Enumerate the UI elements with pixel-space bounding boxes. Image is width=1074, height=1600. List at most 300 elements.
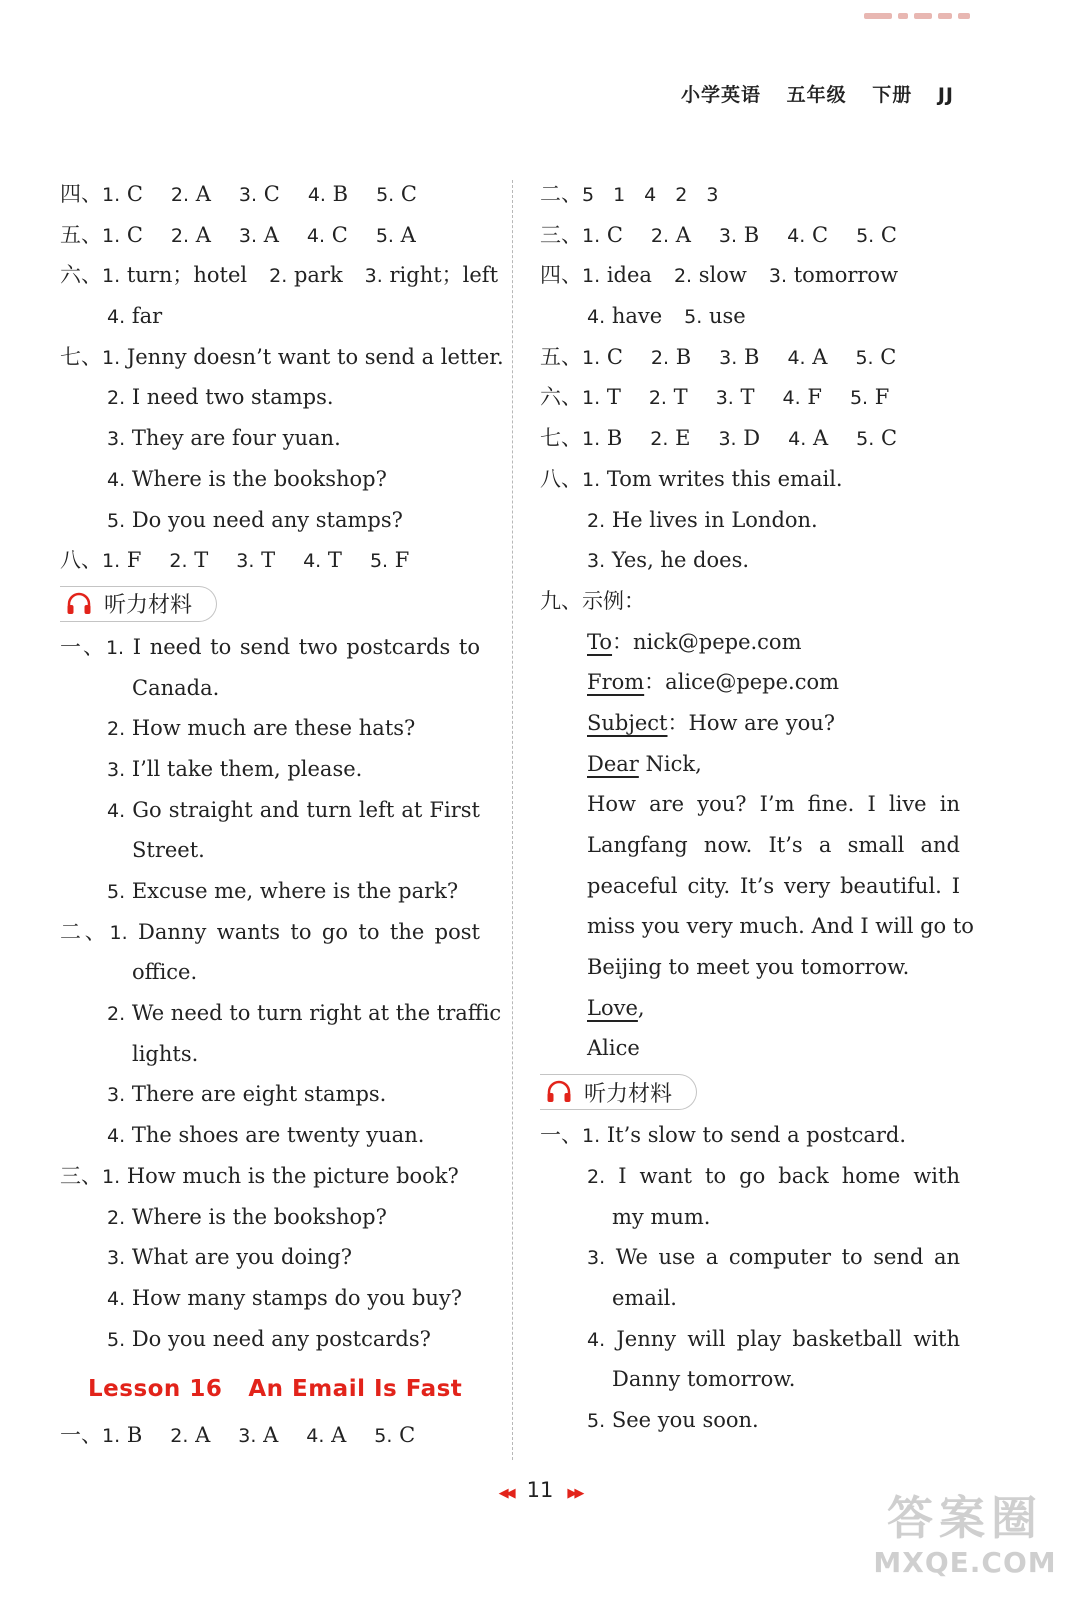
item-answer: slow xyxy=(698,263,747,288)
answer-item xyxy=(650,426,690,450)
listening-heading xyxy=(540,1069,960,1115)
answer-row-s6 xyxy=(60,255,499,296)
transcript-l1-4b xyxy=(60,830,480,871)
item-number: 1. xyxy=(582,428,601,451)
answer-item xyxy=(306,1423,346,1447)
section-label: 七、 xyxy=(60,344,102,369)
item-answer: T xyxy=(194,548,209,573)
answer-item xyxy=(856,223,897,247)
answer-item xyxy=(850,385,889,409)
item-text: We need to turn right at the traffic xyxy=(131,1001,502,1026)
item-answer: C xyxy=(880,344,897,369)
page-header xyxy=(663,80,954,107)
answer-item xyxy=(719,223,759,247)
listening-badge xyxy=(540,1074,697,1110)
answer-item xyxy=(365,263,498,287)
section-label: 二、 xyxy=(540,182,582,206)
item-text: There are eight stamps. xyxy=(131,1082,387,1107)
section-label: 一、 xyxy=(540,1123,582,1148)
item-number: 4. xyxy=(587,1328,606,1351)
item-text: my mum. xyxy=(612,1204,711,1229)
item-number: 2. xyxy=(169,550,188,573)
transcript-l2-2b xyxy=(60,1034,480,1075)
mc-items xyxy=(102,1423,415,1447)
item-answer: A xyxy=(195,222,211,247)
item-number: 2. xyxy=(107,1003,126,1026)
item-text: Go straight and turn left at First xyxy=(132,797,480,822)
section-label: 四、 xyxy=(540,263,582,288)
item-answer: A xyxy=(675,222,691,247)
transcript-l2-3 xyxy=(60,1074,480,1115)
item-number: 1. xyxy=(582,1125,601,1148)
item-answer: have xyxy=(611,304,663,329)
right-column xyxy=(540,174,974,1441)
item-answer: A xyxy=(263,1423,279,1448)
header-grade: 五年级 xyxy=(786,84,847,106)
item-text: office. xyxy=(132,960,198,985)
word-items xyxy=(582,263,898,287)
item-number: 3. xyxy=(587,1247,606,1270)
item-answer: far xyxy=(131,304,163,329)
answer-item xyxy=(719,345,759,369)
item-answer: C xyxy=(606,344,623,369)
transcript-l1-3 xyxy=(60,749,480,790)
item-number: 1. xyxy=(582,346,601,369)
word-items xyxy=(102,263,498,287)
email-field-value: ：How are you? xyxy=(667,710,836,735)
item-number: 3. xyxy=(364,265,383,288)
email-closing xyxy=(540,988,960,1029)
item-number: 2. xyxy=(170,1425,189,1448)
email-field-label: Subject xyxy=(587,710,668,735)
item-answer: C xyxy=(263,182,280,206)
email-greeting-label: Dear xyxy=(587,751,639,776)
answer-item xyxy=(649,385,688,409)
word-items xyxy=(587,304,746,328)
item-number: 1. xyxy=(102,346,121,369)
transcript-r1-4b xyxy=(540,1359,960,1400)
item-text: Jenny will play basketball with xyxy=(616,1326,960,1351)
item-text: Excuse me, where is the park? xyxy=(131,879,459,903)
item-answer: C xyxy=(126,182,143,206)
answer-row-r5 xyxy=(540,337,960,378)
transcript-l2-1b xyxy=(60,952,480,993)
transcript-r1-3b xyxy=(540,1278,960,1319)
item-number: 3. xyxy=(238,184,258,206)
item-number: 1. xyxy=(582,468,601,491)
item-answer: C xyxy=(606,222,623,247)
item-number: 5. xyxy=(375,224,394,247)
item-number: 1. xyxy=(102,550,121,573)
transcript-l3-5 xyxy=(60,1319,480,1360)
item-text: How many stamps do you buy? xyxy=(131,1285,463,1310)
item-text: Where is the bookshop? xyxy=(131,1204,387,1229)
item-number: 2. xyxy=(170,184,190,206)
answer-item xyxy=(102,223,143,247)
section-label: 六、 xyxy=(540,385,582,410)
watermark-url: MXQE.COM xyxy=(873,1546,1057,1579)
transcript-l1-1b xyxy=(60,668,480,709)
item-number: 4. xyxy=(107,306,126,329)
transcript-l3-2 xyxy=(60,1197,480,1238)
item-number: 3. xyxy=(107,428,126,451)
item-number: 2. xyxy=(648,387,667,410)
mc-items xyxy=(582,223,897,247)
item-answer: idea xyxy=(606,263,652,288)
item-text: Do you need any postcards? xyxy=(131,1326,431,1351)
section-label: 二、 xyxy=(60,919,110,944)
section-label: 一、 xyxy=(60,1423,102,1448)
item-number: 1. xyxy=(102,184,121,206)
column-divider xyxy=(512,180,513,1460)
item-answer: T xyxy=(606,385,621,410)
listening-heading xyxy=(60,581,480,627)
email-subject xyxy=(540,703,960,744)
answer-item xyxy=(787,223,828,247)
answer-row-s4 xyxy=(60,174,480,215)
item-number: 2. xyxy=(650,224,670,247)
item-answer: A xyxy=(812,426,829,451)
mc-items xyxy=(582,345,896,369)
section-label: 三、 xyxy=(540,222,582,247)
answer-item xyxy=(582,345,623,369)
item-number: 1. xyxy=(102,265,121,288)
item-number: 3. xyxy=(719,346,738,369)
answer-item xyxy=(716,385,755,409)
answer-item xyxy=(236,548,275,572)
item-number: 5. xyxy=(587,1409,606,1432)
item-number: 2. xyxy=(107,718,126,741)
answer-item xyxy=(303,548,342,572)
section-label: 九、 xyxy=(540,588,582,613)
item-number: 5. xyxy=(376,184,395,206)
transcript-l3-4 xyxy=(60,1278,480,1319)
item-text: Danny tomorrow. xyxy=(612,1367,796,1392)
item-answer: T xyxy=(740,385,755,410)
mc-items xyxy=(102,182,417,206)
headphone-icon xyxy=(546,1080,572,1104)
section-label: 七、 xyxy=(540,426,582,451)
email-signature: Alice xyxy=(587,1036,640,1061)
item-answer: Where is the bookshop? xyxy=(131,466,387,491)
section-label: 六、 xyxy=(60,263,102,288)
item-answer: F xyxy=(807,385,822,410)
section-label: 一、 xyxy=(60,634,106,659)
item-number: 3. xyxy=(107,1084,126,1107)
item-number: 5. xyxy=(107,1328,126,1351)
item-number: 4. xyxy=(307,184,326,206)
item-number: 2. xyxy=(673,265,693,288)
item-answer: D xyxy=(743,426,761,451)
item-number: 5. xyxy=(107,509,126,532)
item-answer: C xyxy=(812,222,829,247)
listening-label: 听力材料 xyxy=(584,1081,673,1107)
item-answer: B xyxy=(744,344,760,369)
item-number: 3. xyxy=(715,387,734,410)
item-answer: C xyxy=(880,222,897,247)
answer-item xyxy=(582,263,652,287)
transcript-l2-2a xyxy=(60,993,502,1034)
transcript-r1-3a xyxy=(540,1237,960,1278)
answer-item xyxy=(102,182,143,206)
item-answer: A xyxy=(195,182,211,206)
answer-row-r8-1 xyxy=(540,459,960,500)
answer-item xyxy=(102,263,247,287)
item-answer: A xyxy=(400,222,416,247)
answer-item xyxy=(171,182,211,206)
item-text: What are you doing? xyxy=(131,1245,352,1270)
email-greeting-value: Nick, xyxy=(638,751,702,776)
transcript-r1-2b xyxy=(540,1197,960,1238)
answer-row-s7-2 xyxy=(60,377,480,418)
email-from xyxy=(540,662,960,703)
item-number: 5. xyxy=(374,1425,393,1448)
transcript-l1-2 xyxy=(60,708,480,749)
answer-item xyxy=(238,1423,278,1447)
transcript-l3-1 xyxy=(60,1156,480,1197)
transcript-l1-4a xyxy=(60,790,480,831)
item-number: 4. xyxy=(107,468,126,491)
item-number: 5. xyxy=(107,881,126,903)
item-answer: C xyxy=(399,1423,416,1448)
item-number: 3. xyxy=(238,224,258,247)
lesson-heading xyxy=(60,1359,480,1415)
watermark-logo xyxy=(870,1490,1060,1590)
item-number: 3. xyxy=(768,265,788,288)
transcript-l3-3 xyxy=(60,1237,480,1278)
item-answer: C xyxy=(331,222,348,247)
answer-item xyxy=(170,1423,210,1447)
section-label: 五、 xyxy=(60,222,102,247)
item-answer: right；left xyxy=(389,263,499,288)
item-number: 5. xyxy=(855,346,874,369)
answer-item xyxy=(587,304,662,328)
answer-row-r3 xyxy=(540,215,960,256)
answer-item xyxy=(582,426,622,450)
prev-page-icon[interactable]: ◀◀ xyxy=(498,1486,513,1501)
item-answer: A xyxy=(263,222,279,247)
answer-item xyxy=(855,345,896,369)
item-number: 4. xyxy=(787,346,806,369)
answer-item xyxy=(102,1423,142,1447)
answer-item xyxy=(102,548,141,572)
listening-label: 听力材料 xyxy=(104,593,193,619)
item-number: 1. xyxy=(109,921,128,944)
page-number-value: 11 xyxy=(526,1478,554,1502)
item-text: We use a computer to send an xyxy=(615,1245,960,1270)
answer-item xyxy=(783,385,822,409)
answer-item xyxy=(171,223,211,247)
item-answer: I need two stamps. xyxy=(131,385,334,410)
item-number: 3. xyxy=(587,550,606,573)
mc-items xyxy=(582,385,889,409)
item-answer: Jenny doesn’t want to send a letter. xyxy=(126,344,504,369)
item-answer: A xyxy=(331,1423,347,1448)
transcript-r1-4a xyxy=(540,1319,960,1360)
page-number xyxy=(440,1478,640,1502)
transcript-l2-4 xyxy=(60,1115,480,1156)
item-number: 4. xyxy=(107,1125,126,1148)
item-number: 3. xyxy=(107,758,126,781)
answer-item xyxy=(788,426,828,450)
answer-item xyxy=(856,426,897,450)
answer-row-s7-1 xyxy=(60,337,504,378)
item-text: See you soon. xyxy=(611,1407,759,1432)
lesson-title: An Email Is Fast xyxy=(248,1376,463,1403)
answer-item xyxy=(308,182,348,206)
answer-row-s7-5 xyxy=(60,500,480,541)
answer-item xyxy=(651,223,691,247)
mc-items xyxy=(102,223,416,247)
answer-row-n1 xyxy=(60,1415,480,1456)
transcript-r1-5 xyxy=(540,1400,960,1441)
item-answer: E xyxy=(675,426,691,451)
answer-row-s7-4 xyxy=(60,459,480,500)
item-answer: F xyxy=(126,548,142,573)
watermark-text: 答案圈 xyxy=(887,1491,1043,1545)
item-number: 2. xyxy=(170,224,190,247)
answer-item xyxy=(651,345,691,369)
answer-item xyxy=(718,426,760,450)
answer-row-r2 xyxy=(540,174,960,215)
item-answer: A xyxy=(195,1423,211,1448)
item-answer: B xyxy=(606,426,623,451)
answer-item xyxy=(169,548,208,572)
answer-item xyxy=(239,182,280,206)
item-number: 2. xyxy=(107,387,126,410)
item-number: 3. xyxy=(718,224,738,247)
item-number: 5. xyxy=(849,387,869,410)
item-answer: Do you need any stamps? xyxy=(131,507,403,532)
email-body-line: Beijing to meet you tomorrow. xyxy=(587,955,910,980)
email-closing-punct: , xyxy=(637,995,645,1020)
lesson-number: Lesson 16 xyxy=(88,1376,223,1403)
item-answer: turn；hotel xyxy=(126,263,248,288)
item-answer: B xyxy=(675,344,692,369)
item-number: 3. xyxy=(718,428,737,451)
answer-item xyxy=(239,223,279,247)
item-number: 1. xyxy=(105,636,125,659)
answer-row-s7-3 xyxy=(60,418,480,459)
item-text: Street. xyxy=(132,838,205,863)
item-text: It’s slow to send a postcard. xyxy=(606,1123,907,1148)
answer-row-s6-cont xyxy=(60,296,480,337)
answer-item xyxy=(582,385,621,409)
listening-badge xyxy=(60,586,217,622)
item-answer: He lives in London. xyxy=(611,507,818,532)
item-answer: B xyxy=(332,182,349,206)
answer-item xyxy=(582,223,623,247)
email-body-line: How are you? I’m fine. I live in xyxy=(587,792,960,817)
item-number: 2. xyxy=(650,428,669,451)
answer-row-r7 xyxy=(540,418,960,459)
section-label: 八、 xyxy=(60,548,102,573)
answer-item xyxy=(376,223,416,247)
item-number: 2. xyxy=(650,346,670,369)
item-number: 1. xyxy=(582,224,601,247)
email-to xyxy=(540,622,960,663)
item-answer: They are four yuan. xyxy=(131,426,341,451)
headphone-icon xyxy=(66,592,92,616)
answer-item xyxy=(269,263,343,287)
email-body-line: peaceful city. It’s very beautiful. I xyxy=(587,873,960,898)
answer-item xyxy=(370,548,409,572)
item-number: 4. xyxy=(787,224,806,247)
item-answer: tomorrow xyxy=(793,263,899,288)
item-number: 2. xyxy=(587,1165,606,1188)
item-answer: C xyxy=(880,426,898,451)
item-answer: C xyxy=(126,222,143,247)
item-answer: Yes, he does. xyxy=(611,548,750,573)
item-text: Canada. xyxy=(132,675,220,700)
item-answer: use xyxy=(709,304,746,329)
item-text: I need to send two postcards to xyxy=(132,634,480,659)
item-answer: C xyxy=(400,182,417,206)
item-number: 4. xyxy=(306,1425,325,1448)
transcript-r1-2a xyxy=(540,1156,960,1197)
next-page-icon[interactable]: ▶▶ xyxy=(567,1486,582,1501)
email-field-label: To xyxy=(587,629,613,654)
email-field-label: From xyxy=(587,670,645,695)
answer-item xyxy=(674,263,747,287)
answer-item xyxy=(376,182,417,206)
item-answer: B xyxy=(126,1423,143,1448)
mc-items xyxy=(102,548,409,572)
answer-row-r9 xyxy=(540,581,960,622)
item-text: I’ll take them, please. xyxy=(131,756,363,781)
item-text: Danny wants to go to the post xyxy=(138,919,480,944)
item-answer: T xyxy=(327,548,342,573)
header-edition: JJ xyxy=(937,84,954,106)
item-number: 1. xyxy=(582,387,601,410)
item-answer: T xyxy=(673,385,688,410)
answer-item xyxy=(374,1423,415,1447)
item-number: 5. xyxy=(856,224,875,247)
item-answer: 5 1 4 2 3 xyxy=(582,184,719,206)
item-number: 4. xyxy=(782,387,801,410)
top-decoration xyxy=(864,4,1004,14)
answer-row-s5 xyxy=(60,215,480,256)
item-number: 5. xyxy=(369,550,389,573)
item-number: 3. xyxy=(236,550,255,573)
mc-items xyxy=(582,426,897,450)
item-number: 1. xyxy=(102,1425,121,1448)
item-text: I want to go back home with xyxy=(618,1163,960,1188)
item-number: 4. xyxy=(107,799,126,822)
answer-item xyxy=(307,223,348,247)
transcript-l2-1a xyxy=(60,912,480,953)
item-answer: B xyxy=(743,222,760,247)
email-field-value: ：alice@pepe.com xyxy=(644,670,840,695)
email-greeting xyxy=(540,744,960,785)
item-number: 4. xyxy=(306,224,326,247)
item-number: 5. xyxy=(684,306,703,329)
answer-item xyxy=(787,345,827,369)
item-number: 1. xyxy=(582,265,601,288)
item-text: email. xyxy=(612,1285,677,1310)
answer-row-r8-2 xyxy=(540,500,960,541)
header-volume: 下册 xyxy=(872,84,913,106)
item-number: 4. xyxy=(788,428,807,451)
item-number: 2. xyxy=(107,1206,126,1229)
section-label: 五、 xyxy=(540,344,582,369)
answer-item xyxy=(684,304,746,328)
example-label: 示例： xyxy=(582,588,645,613)
email-body-line: miss you very much. And I will go to xyxy=(587,914,974,939)
item-answer: F xyxy=(874,385,890,410)
item-answer: A xyxy=(812,344,828,369)
item-text: How much are these hats? xyxy=(131,716,416,741)
